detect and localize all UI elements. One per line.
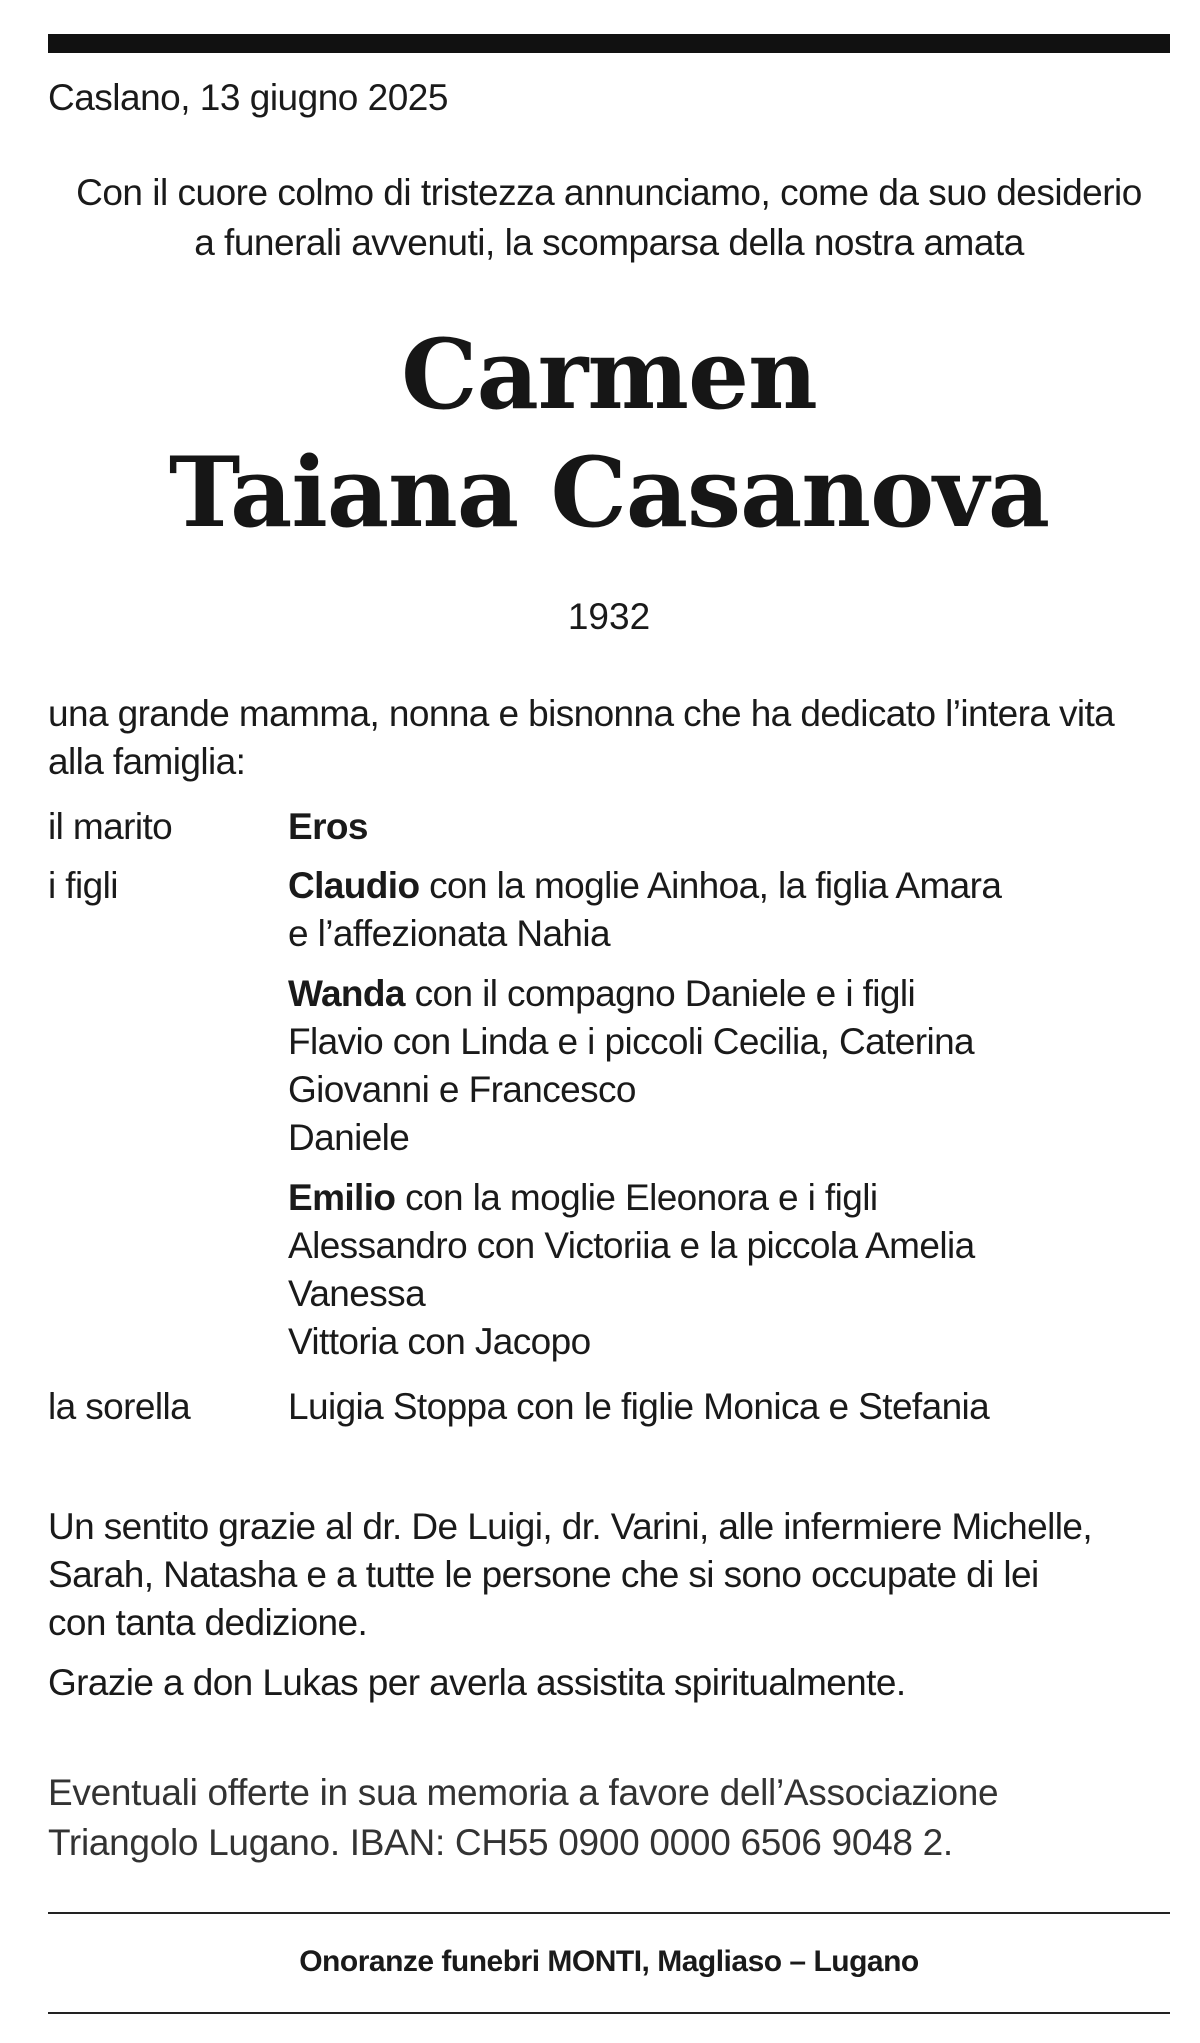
relation-label-husband: il marito	[48, 806, 173, 847]
child-first-line-rest: con la moglie Ainhoa, la figlia Amara	[419, 865, 1002, 906]
child-line: e l’affezionata Nahia	[288, 913, 611, 954]
intro-text	[48, 168, 1170, 268]
funeral-home: Onoranze funebri MONTI, Magliaso – Lugano	[299, 1945, 919, 1978]
thanks-line: Sarah, Natasha e a tutte le persone che si sono occupate di lei	[48, 1554, 1039, 1595]
child-line: Daniele	[288, 1117, 410, 1158]
deceased-surname: Taiana Casanova	[168, 436, 1050, 549]
top-black-bar	[48, 34, 1170, 53]
relation-label-sister: la sorella	[48, 1386, 191, 1427]
donation-line: Eventuali offerte in sua memoria a favore dell’Associazione	[48, 1772, 999, 1813]
deceased-name	[48, 316, 1170, 552]
lead-line: una grande mamma, nonna e bisnonna che ha dedicato l’intera vita	[48, 693, 1115, 734]
obituary-notice	[48, 0, 1170, 2043]
child-name: Emilio	[288, 1177, 396, 1218]
child-name: Claudio	[288, 865, 420, 906]
deceased-first-name: Carmen	[401, 318, 817, 431]
relation-husband	[288, 803, 368, 851]
husband-name: Eros	[288, 806, 368, 847]
child-line: Vittoria con Jacopo	[288, 1321, 591, 1362]
thanks-line: Un sentito grazie al dr. De Luigi, dr. Varini, alle infermiere Michelle,	[48, 1506, 1093, 1547]
thanks-line: con tanta dedizione.	[48, 1602, 368, 1643]
child-first-line	[288, 970, 974, 1018]
donation-text	[48, 1768, 1170, 1868]
child-first-line-rest: con la moglie Eleonora e i figli	[395, 1177, 878, 1218]
lead-text	[48, 690, 1170, 786]
thanks-text	[48, 1503, 1170, 1647]
child-line: Vanessa	[288, 1273, 426, 1314]
relation-label-children: i figli	[48, 865, 118, 906]
thanks-priest: Grazie a don Lukas per averla assistita spiritualmente.	[48, 1662, 906, 1703]
child-line: Giovanni e Francesco	[288, 1069, 636, 1110]
child-line: Flavio con Linda e i piccoli Cecilia, Caterina	[288, 1021, 975, 1062]
intro-line: Con il cuore colmo di tristezza annunciamo, come da suo desiderio	[76, 172, 1142, 213]
child-entry	[288, 862, 1001, 958]
child-first-line-rest: con il compagno Daniele e i figli	[404, 973, 916, 1014]
relation-sister: Luigia Stoppa con le figlie Monica e Stefania	[288, 1386, 990, 1427]
footer-rule-bottom	[48, 2012, 1170, 2014]
lead-line: alla famiglia:	[48, 741, 246, 782]
donation-line: Triangolo Lugano. IBAN: CH55 0900 0000 6506 9048 2.	[48, 1822, 953, 1863]
intro-line: a funerali avvenuti, la scomparsa della nostra amata	[194, 222, 1024, 263]
child-name: Wanda	[288, 973, 405, 1014]
child-first-line	[288, 862, 1001, 910]
child-first-line	[288, 1174, 975, 1222]
child-entry	[288, 970, 974, 1162]
footer-rule-top	[48, 1912, 1170, 1914]
child-entry	[288, 1174, 975, 1366]
birth-year: 1932	[567, 596, 651, 637]
dateline: Caslano, 13 giugno 2025	[48, 77, 448, 118]
child-line: Alessandro con Victoriia e la piccola Amelia	[288, 1225, 975, 1266]
